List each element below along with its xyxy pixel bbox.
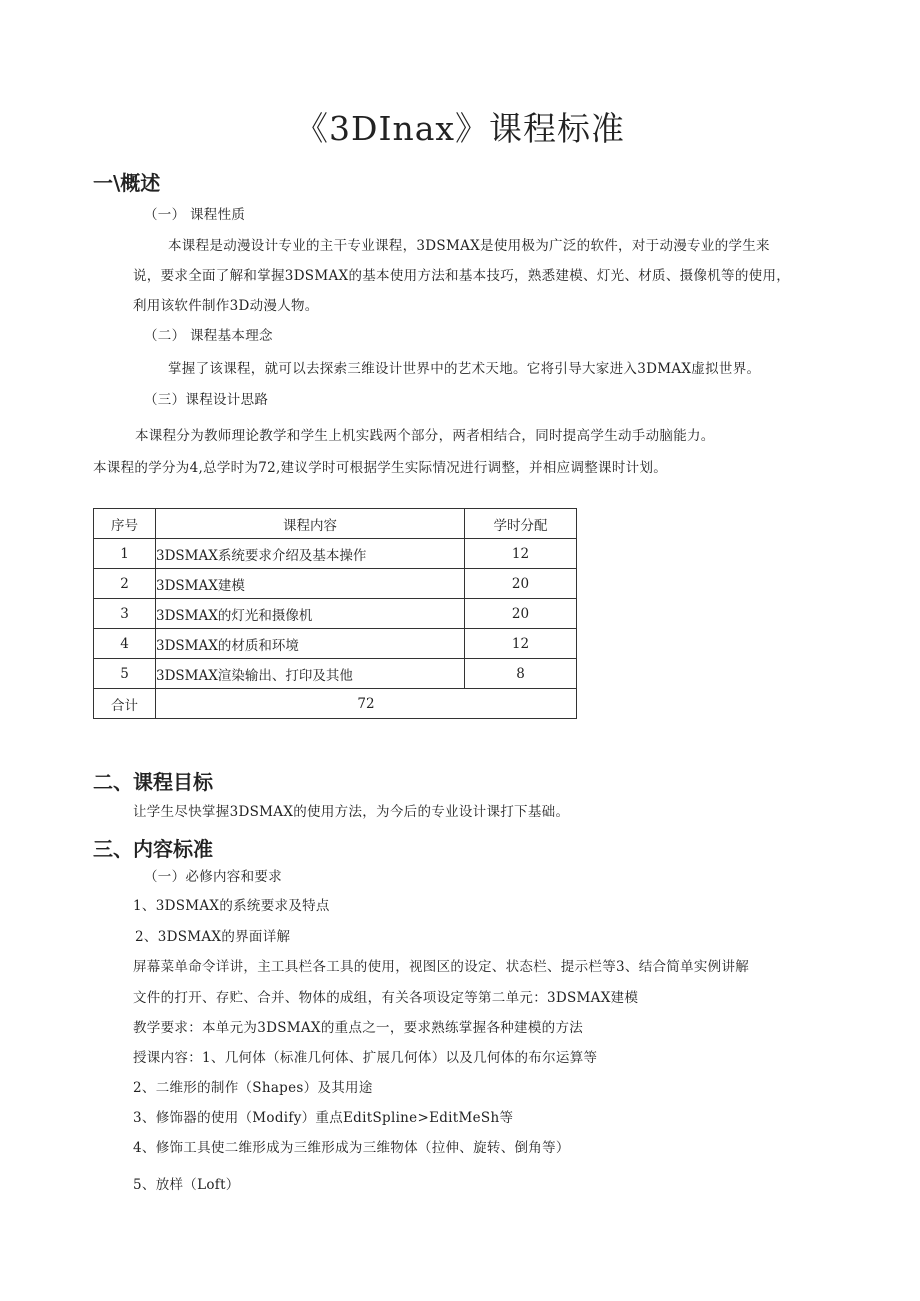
paragraph-line: 利用该软件制作3D动漫人物。: [133, 298, 319, 314]
paragraph-line: 掌握了该课程，就可以去探索三维设计世界中的艺术天地。它将引导大家进入3DMAX虚拟世界。: [168, 361, 761, 377]
section-heading-overview: 一\概述: [93, 171, 161, 195]
row-number: 3: [94, 599, 156, 629]
header-cell: 课程内容: [156, 509, 465, 539]
table-row: [94, 539, 577, 569]
paragraph-line: 本课程分为教师理论教学和学生上机实践两个部分，两者相结合，同时提高学生动手动脑能力。: [135, 428, 715, 444]
content-line: （一）必修内容和要求: [144, 869, 282, 885]
row-hours: 20: [465, 569, 577, 599]
subheading-course-nature: （一） 课程性质: [144, 207, 246, 223]
row-hours: 12: [465, 539, 577, 569]
subheading-design-idea: （三）课程设计思路: [144, 392, 269, 408]
table-total-row: [94, 689, 577, 719]
paragraph-line: 本课程的学分为4,总学时为72,建议学时可根据学生实际情况进行调整，并相应调整课时计划。: [93, 460, 668, 476]
table-row: [94, 599, 577, 629]
row-hours: 8: [465, 659, 577, 689]
content-line: 2、二维形的制作（Shapes）及其用途: [133, 1080, 373, 1096]
content-line: 授课内容：1、几何体（标准几何体、扩展几何体）以及几何体的布尔运算等: [133, 1050, 598, 1066]
section-heading-content-standard: 三、内容标准: [93, 837, 213, 861]
table-row: [94, 659, 577, 689]
section-heading-goals: 二、课程目标: [93, 770, 213, 794]
content-line: 教学要求：本单元为3DSMAX的重点之一，要求熟练掌握各种建模的方法: [133, 1020, 584, 1036]
header-cell: 序号: [94, 509, 156, 539]
course-hours-table: [93, 508, 577, 719]
row-number: 2: [94, 569, 156, 599]
table-header-row: [94, 509, 577, 539]
table-row: [94, 569, 577, 599]
header-cell: 学时分配: [465, 509, 577, 539]
subheading-course-concept: （二） 课程基本理念: [144, 328, 273, 344]
total-label: 合计: [94, 689, 156, 719]
content-line: 屏幕菜单命令详讲，主工具栏各工具的使用，视图区的设定、状态栏、提示栏等3、结合简单实例讲解: [133, 959, 750, 975]
content-line: 1、3DSMAX的系统要求及特点: [133, 898, 330, 914]
row-content: 3DSMAX系统要求介绍及基本操作: [156, 539, 465, 569]
content-line: 4、修饰工具使二维形成为三维形成为三维物体（拉伸、旋转、倒角等）: [133, 1140, 570, 1156]
total-value: 72: [156, 689, 577, 719]
row-number: 5: [94, 659, 156, 689]
row-content: 3DSMAX的灯光和摄像机: [156, 599, 465, 629]
row-number: 4: [94, 629, 156, 659]
content-line: 3、修饰器的使用（Modify）重点EditSpline>EditMeSh等: [133, 1110, 514, 1126]
row-hours: 12: [465, 629, 577, 659]
page-title: 《3DInax》课程标准: [294, 109, 626, 148]
row-hours: 20: [465, 599, 577, 629]
paragraph-line: 本课程是动漫设计专业的主干专业课程，3DSMAX是使用极为广泛的软件，对于动漫专业的学生来: [168, 238, 770, 254]
row-content: 3DSMAX建模: [156, 569, 465, 599]
content-line: 2、3DSMAX的界面详解: [135, 929, 291, 945]
table-row: [94, 629, 577, 659]
row-number: 1: [94, 539, 156, 569]
content-line: 文件的打开、存贮、合并、物体的成组，有关各项设定等第二单元：3DSMAX建模: [133, 990, 639, 1006]
paragraph-line: 说，要求全面了解和掌握3DSMAX的基本使用方法和基本技巧，熟悉建模、灯光、材质、摄像机等的使用，: [133, 268, 791, 284]
content-line: 5、放样（Loft）: [133, 1177, 240, 1193]
row-content: 3DSMAX的材质和环境: [156, 629, 465, 659]
row-content: 3DSMAX渲染输出、打印及其他: [156, 659, 465, 689]
paragraph-line: 让学生尽快掌握3DSMAX的使用方法，为今后的专业设计课打下基础。: [133, 804, 570, 820]
